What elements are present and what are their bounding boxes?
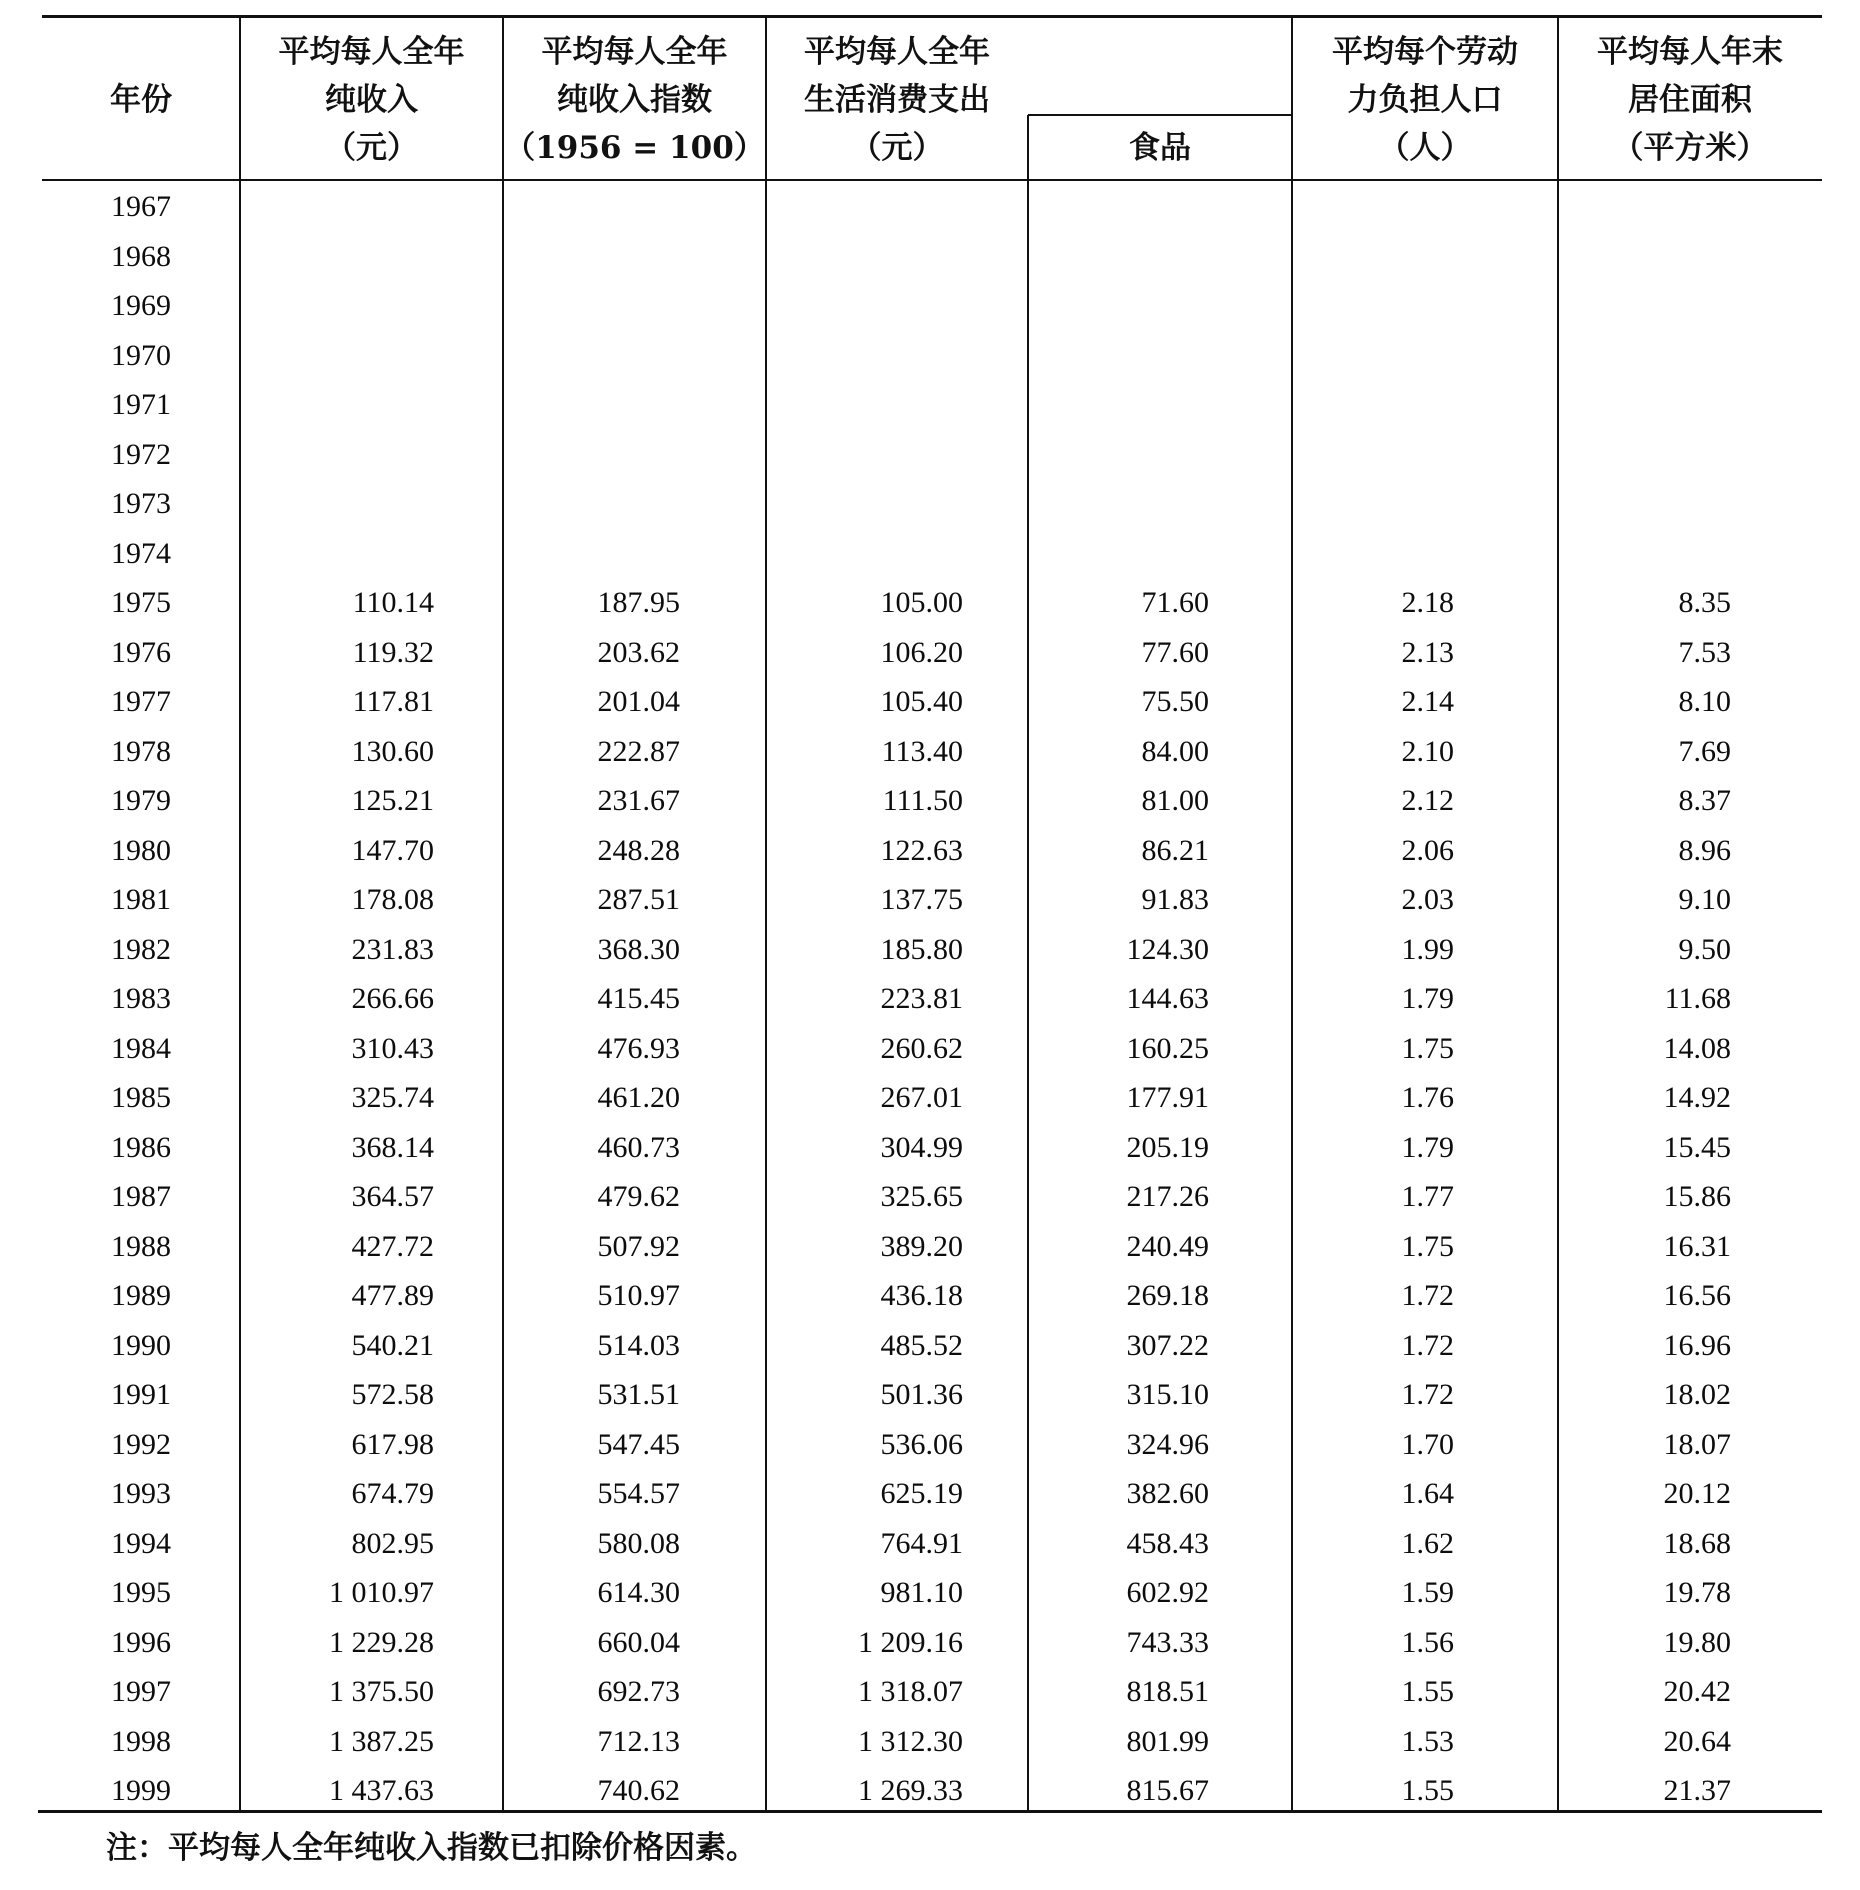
- labor-dependents-cell: 1.70: [1401, 1427, 1454, 1461]
- food-cell: [969, 232, 1209, 281]
- housing-area-cell: 8.35: [1678, 586, 1731, 619]
- consumption-cell: [723, 232, 963, 281]
- food-cell: [969, 479, 1209, 528]
- labor-dependents-cell: 2.14: [1401, 685, 1454, 718]
- income-index-cell: 712.13: [597, 1724, 680, 1758]
- consumption-cell: 436.18: [880, 1279, 963, 1312]
- consumption-cell: 536.06: [880, 1427, 963, 1461]
- consumption-cell: 625.19: [880, 1477, 963, 1510]
- labor-dependents-cell: 1.72: [1401, 1279, 1454, 1312]
- year-cell: 1987: [111, 1180, 171, 1213]
- year-cell: 1999: [111, 1774, 171, 1807]
- food-cell: 815.67: [1126, 1774, 1209, 1807]
- header-income-index-base: （1956 = 100）: [504, 130, 765, 166]
- net-income-cell: 147.70: [351, 833, 434, 867]
- housing-area-cell: [1491, 281, 1731, 330]
- header-consumption-line1: 平均每人全年: [804, 34, 990, 70]
- income-index-cell: 222.87: [597, 734, 680, 768]
- net-income-cell: 325.74: [351, 1081, 434, 1114]
- consumption-cell: 122.63: [880, 833, 963, 867]
- table-row: [0, 1469, 1860, 1518]
- header-housing-area-unit: （平方米）: [1612, 130, 1768, 166]
- net-income-cell: 117.81: [352, 685, 434, 718]
- income-index-cell: [440, 232, 680, 281]
- year-cell: 1969: [111, 289, 171, 322]
- labor-dependents-cell: 1.72: [1401, 1328, 1454, 1362]
- net-income-cell: 540.21: [351, 1328, 434, 1362]
- year-cell: 1990: [111, 1328, 171, 1362]
- table-row: [0, 974, 1860, 1023]
- housing-area-cell: 14.08: [1663, 1031, 1731, 1065]
- header-consumption-unit: （元）: [850, 130, 944, 166]
- labor-dependents-cell: 1.79: [1401, 1130, 1454, 1164]
- year-cell: 1996: [111, 1625, 171, 1659]
- labor-dependents-cell: 2.06: [1401, 833, 1454, 867]
- table-row: [0, 1568, 1860, 1617]
- table-row: [0, 529, 1860, 578]
- header-labor-dependents-line2: 力负担人口: [1347, 82, 1503, 118]
- income-index-cell: 461.20: [597, 1081, 680, 1114]
- year-cell: 1985: [111, 1081, 171, 1114]
- net-income-cell: 231.83: [351, 932, 434, 966]
- table-row: [0, 727, 1860, 776]
- net-income-cell: 1 375.50: [329, 1675, 434, 1708]
- income-index-cell: 740.62: [597, 1774, 680, 1807]
- table-row: [0, 1073, 1860, 1122]
- table-row: [0, 1172, 1860, 1221]
- consumption-cell: 1 312.30: [858, 1724, 963, 1758]
- net-income-cell: 802.95: [351, 1526, 434, 1560]
- net-income-cell: [194, 331, 434, 380]
- consumption-cell: 981.10: [880, 1576, 963, 1609]
- year-cell: 1980: [111, 833, 171, 867]
- income-index-cell: [440, 331, 680, 380]
- year-cell: 1974: [111, 536, 171, 570]
- table-row: [0, 1370, 1860, 1419]
- net-income-cell: [194, 380, 434, 429]
- table-row: [0, 578, 1860, 627]
- housing-area-cell: 7.53: [1678, 635, 1731, 669]
- housing-area-cell: [1491, 232, 1731, 281]
- labor-dependents-cell: 2.13: [1401, 635, 1454, 669]
- housing-area-cell: 18.02: [1663, 1378, 1731, 1411]
- income-index-cell: 476.93: [597, 1031, 680, 1065]
- table-row: [0, 479, 1860, 528]
- labor-dependents-cell: 1.53: [1401, 1724, 1454, 1758]
- labor-dependents-cell: 1.72: [1401, 1378, 1454, 1411]
- header-labor-dependents-unit: （人）: [1378, 130, 1472, 166]
- net-income-cell: 1 387.25: [329, 1724, 434, 1758]
- food-cell: 269.18: [1126, 1279, 1209, 1312]
- table-row: [0, 1024, 1860, 1073]
- housing-area-cell: 8.37: [1678, 784, 1731, 817]
- food-cell: 240.49: [1126, 1229, 1209, 1263]
- labor-dependents-cell: 1.75: [1401, 1229, 1454, 1263]
- income-index-cell: [440, 281, 680, 330]
- food-cell: 217.26: [1126, 1180, 1209, 1213]
- housing-area-cell: 15.86: [1663, 1180, 1731, 1213]
- year-cell: 1972: [111, 437, 171, 471]
- labor-dependents-cell: 2.10: [1401, 734, 1454, 768]
- food-cell: 743.33: [1126, 1625, 1209, 1659]
- consumption-cell: 137.75: [880, 883, 963, 916]
- income-index-cell: 187.95: [597, 586, 680, 619]
- housing-area-cell: 20.42: [1663, 1675, 1731, 1708]
- net-income-cell: 178.08: [351, 883, 434, 916]
- consumption-cell: 325.65: [880, 1180, 963, 1213]
- labor-dependents-cell: 1.75: [1401, 1031, 1454, 1065]
- table-row: [0, 1618, 1860, 1667]
- year-cell: 1997: [111, 1675, 171, 1708]
- income-index-cell: [440, 380, 680, 429]
- food-cell: 124.30: [1126, 932, 1209, 966]
- labor-dependents-cell: 1.55: [1401, 1675, 1454, 1708]
- consumption-cell: 223.81: [880, 982, 963, 1015]
- year-cell: 1982: [111, 932, 171, 966]
- consumption-cell: [723, 182, 963, 231]
- header-income-index-line2: 纯收入指数: [557, 82, 712, 118]
- table-row: [0, 1717, 1860, 1766]
- housing-area-cell: 11.68: [1664, 982, 1731, 1015]
- net-income-cell: 572.58: [351, 1378, 434, 1411]
- housing-area-cell: 18.07: [1663, 1427, 1731, 1461]
- labor-dependents-cell: 1.77: [1401, 1180, 1454, 1213]
- food-cell: 75.50: [1141, 685, 1209, 718]
- table-row: [0, 232, 1860, 281]
- income-index-cell: 479.62: [597, 1180, 680, 1213]
- table-row: [0, 925, 1860, 974]
- year-cell: 1973: [111, 487, 171, 520]
- labor-dependents-cell: 2.18: [1401, 586, 1454, 619]
- housing-area-cell: 20.12: [1663, 1477, 1731, 1510]
- year-cell: 1992: [111, 1427, 171, 1461]
- income-index-cell: 510.97: [597, 1279, 680, 1312]
- consumption-cell: 267.01: [880, 1081, 963, 1114]
- housing-area-cell: [1491, 380, 1731, 429]
- year-cell: 1977: [111, 685, 171, 718]
- food-cell: [969, 331, 1209, 380]
- housing-area-cell: [1491, 331, 1731, 380]
- housing-area-cell: 7.69: [1678, 734, 1731, 768]
- header-net-income-line2: 纯收入: [325, 82, 418, 118]
- table-row: [0, 1519, 1860, 1568]
- net-income-cell: 130.60: [351, 734, 434, 768]
- table-row: [0, 677, 1860, 726]
- consumption-cell: 185.80: [880, 932, 963, 966]
- income-index-cell: 660.04: [597, 1625, 680, 1659]
- table-row: [0, 1321, 1860, 1370]
- net-income-cell: 125.21: [351, 784, 434, 817]
- year-cell: 1988: [111, 1229, 171, 1263]
- net-income-cell: [194, 479, 434, 528]
- net-income-cell: 1 437.63: [329, 1774, 434, 1807]
- housing-area-cell: 20.64: [1663, 1724, 1731, 1758]
- net-income-cell: 1 010.97: [329, 1576, 434, 1609]
- food-cell: 91.83: [1141, 883, 1209, 916]
- labor-dependents-cell: 1.62: [1401, 1526, 1454, 1560]
- table-footnote: 注：平均每人全年纯收入指数已扣除价格因素。: [106, 1830, 757, 1866]
- housing-area-cell: 14.92: [1663, 1081, 1731, 1114]
- net-income-cell: 110.14: [352, 586, 434, 619]
- food-cell: 818.51: [1126, 1675, 1209, 1708]
- year-cell: 1970: [111, 338, 171, 372]
- housing-area-cell: [1491, 182, 1731, 231]
- header-consumption-line2: 生活消费支出: [804, 82, 990, 118]
- food-cell: 801.99: [1126, 1724, 1209, 1758]
- net-income-cell: [194, 182, 434, 231]
- housing-area-cell: 16.96: [1663, 1328, 1731, 1362]
- year-cell: 1976: [111, 635, 171, 669]
- consumption-cell: 105.40: [880, 685, 963, 718]
- housing-area-cell: 9.10: [1678, 883, 1731, 916]
- consumption-cell: 113.40: [881, 734, 963, 768]
- labor-dependents-cell: 1.59: [1401, 1576, 1454, 1609]
- consumption-cell: [723, 331, 963, 380]
- food-cell: 324.96: [1126, 1427, 1209, 1461]
- year-cell: 1978: [111, 734, 171, 768]
- income-index-cell: 580.08: [597, 1526, 680, 1560]
- header-housing-area-line2: 居住面积: [1628, 82, 1752, 118]
- food-cell: 177.91: [1126, 1081, 1209, 1114]
- table-row: [0, 875, 1860, 924]
- net-income-cell: 477.89: [351, 1279, 434, 1312]
- year-cell: 1971: [111, 388, 171, 421]
- food-cell: [969, 380, 1209, 429]
- food-cell: 602.92: [1126, 1576, 1209, 1609]
- food-cell: 77.60: [1141, 635, 1209, 669]
- labor-dependents-cell: [1214, 430, 1454, 479]
- consumption-cell: [723, 529, 963, 578]
- net-income-cell: [194, 430, 434, 479]
- income-index-cell: 507.92: [597, 1229, 680, 1263]
- header-food: 食品: [1129, 130, 1191, 166]
- consumption-cell: [723, 380, 963, 429]
- food-cell: [969, 281, 1209, 330]
- food-cell: 71.60: [1141, 586, 1209, 619]
- labor-dependents-cell: 1.64: [1401, 1477, 1454, 1510]
- food-cell: 84.00: [1141, 734, 1209, 768]
- food-cell: [969, 182, 1209, 231]
- housing-area-cell: 16.31: [1663, 1229, 1731, 1263]
- header-net-income-line1: 平均每人全年: [278, 34, 465, 70]
- consumption-cell: 260.62: [880, 1031, 963, 1065]
- housing-area-cell: 9.50: [1678, 932, 1731, 966]
- header-net-income-unit: （元）: [325, 130, 418, 166]
- income-index-cell: 514.03: [597, 1328, 680, 1362]
- food-cell: 307.22: [1126, 1328, 1209, 1362]
- labor-dependents-cell: [1214, 232, 1454, 281]
- labor-dependents-cell: [1214, 380, 1454, 429]
- labor-dependents-cell: 2.03: [1401, 883, 1454, 916]
- table-row: [0, 1766, 1860, 1815]
- housing-area-cell: 16.56: [1663, 1279, 1731, 1312]
- labor-dependents-cell: 2.12: [1401, 784, 1454, 817]
- food-cell: 160.25: [1126, 1031, 1209, 1065]
- net-income-cell: 310.43: [351, 1031, 434, 1065]
- header-income-index-line1: 平均每人全年: [541, 34, 728, 70]
- consumption-cell: 304.99: [880, 1130, 963, 1164]
- table-row: [0, 281, 1860, 330]
- labor-dependents-cell: [1214, 479, 1454, 528]
- net-income-cell: 368.14: [351, 1130, 434, 1164]
- table-row: [0, 430, 1860, 479]
- labor-dependents-cell: [1214, 529, 1454, 578]
- labor-dependents-cell: 1.99: [1401, 932, 1454, 966]
- header-housing-area-line1: 平均每人年末: [1597, 34, 1783, 70]
- table-row: [0, 628, 1860, 677]
- year-cell: 1998: [111, 1724, 171, 1758]
- year-cell: 1995: [111, 1576, 171, 1609]
- food-cell: 86.21: [1141, 833, 1209, 867]
- labor-dependents-cell: [1214, 331, 1454, 380]
- income-index-cell: 460.73: [597, 1130, 680, 1164]
- income-index-cell: [440, 529, 680, 578]
- housing-area-cell: 8.10: [1678, 685, 1731, 718]
- housing-area-cell: 8.96: [1678, 833, 1731, 867]
- income-index-cell: 531.51: [597, 1378, 680, 1411]
- labor-dependents-cell: [1214, 182, 1454, 231]
- year-cell: 1981: [111, 883, 171, 916]
- net-income-cell: 674.79: [351, 1477, 434, 1510]
- housing-area-cell: [1491, 430, 1731, 479]
- consumption-cell: 111.50: [882, 784, 963, 817]
- consumption-cell: 1 269.33: [858, 1774, 963, 1807]
- income-index-cell: 287.51: [597, 883, 680, 916]
- income-index-cell: 415.45: [597, 982, 680, 1015]
- housing-area-cell: [1491, 479, 1731, 528]
- table-row: [0, 826, 1860, 875]
- consumption-cell: 106.20: [880, 635, 963, 669]
- income-index-cell: 692.73: [597, 1675, 680, 1708]
- labor-dependents-cell: 1.79: [1401, 982, 1454, 1015]
- year-cell: 1975: [111, 586, 171, 619]
- food-cell: 382.60: [1126, 1477, 1209, 1510]
- year-cell: 1991: [111, 1378, 171, 1411]
- year-cell: 1986: [111, 1130, 171, 1164]
- consumption-cell: 764.91: [880, 1526, 963, 1560]
- year-cell: 1989: [111, 1279, 171, 1312]
- food-cell: 81.00: [1141, 784, 1209, 817]
- housing-area-cell: 19.80: [1663, 1625, 1731, 1659]
- consumption-cell: 105.00: [880, 586, 963, 619]
- table-row: [0, 182, 1860, 231]
- food-cell: 205.19: [1126, 1130, 1209, 1164]
- food-cell: [969, 430, 1209, 479]
- food-cell: 144.63: [1126, 982, 1209, 1015]
- labor-dependents-cell: [1214, 281, 1454, 330]
- consumption-cell: 1 209.16: [858, 1625, 963, 1659]
- consumption-cell: [723, 281, 963, 330]
- table-row: [0, 1420, 1860, 1469]
- header-labor-dependents-line1: 平均每个劳动: [1332, 34, 1518, 70]
- table-row: [0, 1667, 1860, 1716]
- year-cell: 1979: [111, 784, 171, 817]
- income-index-cell: [440, 182, 680, 231]
- year-cell: 1968: [111, 239, 171, 273]
- net-income-cell: 266.66: [351, 982, 434, 1015]
- labor-dependents-cell: 1.56: [1401, 1625, 1454, 1659]
- labor-dependents-cell: 1.55: [1401, 1774, 1454, 1807]
- consumption-cell: 501.36: [880, 1378, 963, 1411]
- income-index-cell: [440, 479, 680, 528]
- food-cell: 315.10: [1126, 1378, 1209, 1411]
- net-income-cell: 427.72: [351, 1229, 434, 1263]
- income-index-cell: 554.57: [597, 1477, 680, 1510]
- consumption-cell: 389.20: [880, 1229, 963, 1263]
- table-row: [0, 776, 1860, 825]
- table-row: [0, 1123, 1860, 1172]
- housing-area-cell: 18.68: [1663, 1526, 1731, 1560]
- labor-dependents-cell: 1.76: [1401, 1081, 1454, 1114]
- header-year: 年份: [110, 82, 172, 118]
- year-cell: 1983: [111, 982, 171, 1015]
- housing-area-cell: [1491, 529, 1731, 578]
- food-cell: [969, 529, 1209, 578]
- net-income-cell: 364.57: [351, 1180, 434, 1213]
- income-index-cell: 547.45: [597, 1427, 680, 1461]
- year-cell: 1967: [111, 190, 171, 223]
- income-index-cell: 248.28: [597, 833, 680, 867]
- housing-area-cell: 15.45: [1663, 1130, 1731, 1164]
- net-income-cell: [194, 232, 434, 281]
- income-index-cell: 203.62: [597, 635, 680, 669]
- year-cell: 1994: [111, 1526, 171, 1560]
- net-income-cell: 1 229.28: [329, 1625, 434, 1659]
- housing-area-cell: 21.37: [1663, 1774, 1731, 1807]
- net-income-cell: 617.98: [351, 1427, 434, 1461]
- net-income-cell: [194, 529, 434, 578]
- table-row: [0, 380, 1860, 429]
- housing-area-cell: 19.78: [1663, 1576, 1731, 1609]
- consumption-cell: [723, 479, 963, 528]
- food-cell: 458.43: [1126, 1526, 1209, 1560]
- income-index-cell: 231.67: [597, 784, 680, 817]
- consumption-cell: [723, 430, 963, 479]
- table-row: [0, 331, 1860, 380]
- consumption-cell: 485.52: [880, 1328, 963, 1362]
- year-cell: 1993: [111, 1477, 171, 1510]
- net-income-cell: 119.32: [352, 635, 434, 669]
- income-index-cell: [440, 430, 680, 479]
- income-index-cell: 201.04: [597, 685, 680, 718]
- consumption-cell: 1 318.07: [858, 1675, 963, 1708]
- year-cell: 1984: [111, 1031, 171, 1065]
- income-index-cell: 614.30: [597, 1576, 680, 1609]
- income-index-cell: 368.30: [597, 932, 680, 966]
- table-row: [0, 1222, 1860, 1271]
- net-income-cell: [194, 281, 434, 330]
- table-row: [0, 1271, 1860, 1320]
